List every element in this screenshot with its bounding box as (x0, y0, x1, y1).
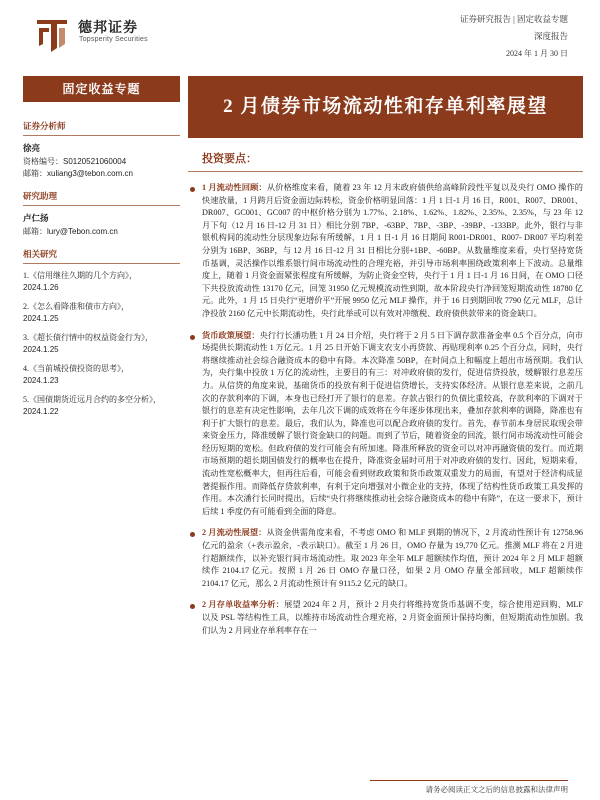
assistant-name: 卢仁扬 (23, 213, 49, 223)
key-point (188, 330, 583, 519)
assistant-email (23, 226, 180, 238)
sidebar (23, 120, 180, 425)
key-point (188, 182, 583, 321)
report-subtype: 深度报告 (533, 31, 568, 41)
related-item[interactable]: 5.《国债期货近远月合约的多空分析》， 2024.1.22 (23, 395, 161, 416)
key-point-lead: 2 月流动性展望： (202, 528, 267, 538)
assistant-email-label: 邮箱： (23, 227, 47, 236)
analyst-name: 徐亮 (23, 143, 41, 153)
key-points-list (188, 182, 583, 637)
bullet-icon (190, 335, 195, 340)
related-item[interactable]: 2.《怎么看降准和债市方向》， 2024.1.25 (23, 302, 129, 323)
bullet-icon (190, 532, 195, 537)
related-list (23, 270, 180, 418)
key-point-lead: 2 月存单收益率分析： (202, 600, 285, 610)
key-points-heading: 投资要点： (188, 144, 583, 172)
related-item[interactable]: 4.《当前城投债投资的思考》， 2024.1.23 (23, 364, 129, 385)
report-date: 2024 年 1 月 30 日 (506, 49, 568, 58)
company-name-en: Topsperity Securities (79, 36, 148, 43)
key-point-text: 从资金供需角度来看，不考虑 OMO 和 MLF 到期的情况下，2 月流动性预计有 12758.96 亿元的盈余（+表示盈余，-表示缺口）。截至 1 月 26 日，OMO 存量为 19,770 亿元。推测 MLF 将在 2 月进行超额续作，以补充银行间市场流动性。取 2023 年全年 MLF 超额续作均值，预计 2024 年 2 月 MLF 超额续作 2104.17 亿元。按照 1 月 26 日 OMO 存量口径，如果 2 月 OMO 存量全部回收，MLF 超额续作 2104.17 亿元，那么 2 月流动性预计有 9115.2 亿元的缺口。 (202, 528, 583, 588)
main-content (188, 140, 583, 646)
key-point-lead: 货币政策展望： (202, 330, 260, 340)
footer-divider (370, 780, 568, 781)
analyst-email-link[interactable]: xuliang3@tebon.com.cn (47, 169, 133, 178)
related-section-label: 相关研究 (23, 248, 180, 264)
analyst-cert (23, 156, 180, 168)
key-point-text: 央行行长潘功胜 1 月 24 日介绍，央行将于 2 月 5 日下调存款准备金率 0.5 个百分点，向市场提供长期流动性 1 万亿元。1 月 25 日开始下调支农支小再贷款、再贴现利率 0.25 个百分点，同时，央行将继续推动社会综合融资成本的稳中有降。本次降准 50BP，在时间点上和幅度上超出市场预期。我们认为，央行集中投放 1 万亿的流动性，主要目的有三：对冲政府债的发行，促进信贷投放，缓解银行息差压力。从信贷的角度来说，基础货币的投放有利于促进信贷增长，支持实体经济。从银行息差来说，之前几次的存款利率的下调，本身也已经打开了银行的息差。存款占银行的负债比重较高，存款利率的下调对于银行的息差有决定性影响，去年几次下调的成效将在今年逐步体现出来，叠加存款利率的调降，降准也有利于扩大银行的息差。最后，我们认为，降准也可以配合政府债的发行。首先，春节前本身居民取现会带来资金压力，降准缓解了银行资金缺口的问题。而到了节后，随着资金的回流，银行间市场流动性可能会经历短期的宽松。但政府债的发行可能会有所加速。降准所释放的资金可以对冲再融资债的发行。而近期市场预期的超长期国债发行的概率也在提升，降准资金届时可用于对冲政府债的发行。因此，短期来看，流动性宽松概率大，但再往后看，可能会看到财政政策和货币政策双重发力的局面，有望对于经济构成显著提振作用。而降低存贷款利率，有利于定向增强对小微企业的支持，体现了结构性货币政策工具发挥的作用。本次潘行长同时提出，后续“央行将继续推动社会综合融资成本的稳中有降”，在这一要求下，预计后续 1 季度仍有可能看到全面的降息。 (202, 330, 583, 516)
category-banner (23, 76, 180, 102)
report-title: 2 月债券市场流动性和存单利率展望 (223, 96, 548, 117)
key-point (188, 527, 583, 590)
footer-disclaimer: 请务必阅读正文之后的信息披露和法律声明 (425, 785, 568, 794)
company-logo-icon (33, 14, 71, 54)
analyst-section-label: 证券分析师 (23, 120, 180, 136)
title-banner (188, 76, 583, 138)
key-point (188, 599, 583, 637)
key-point-lead: 1 月流动性回顾： (202, 183, 267, 192)
report-header (0, 0, 600, 68)
company-name: 德邦证券 (78, 19, 138, 35)
bullet-icon (190, 604, 195, 609)
assistant-section-label: 研究助理 (23, 190, 180, 206)
analyst-cert-label: 资格编号： (23, 157, 63, 166)
related-item[interactable]: 3.《超长债行情中的权益资金行为》， 2024.1.25 (23, 333, 153, 354)
category-label: 固定收益专题 (62, 82, 141, 96)
analyst-email-label: 邮箱： (23, 169, 47, 178)
bullet-icon (190, 187, 195, 192)
assistant-email-link[interactable]: lury@Tebon.com.cn (47, 227, 118, 236)
report-type: 证券研究报告 | 固定收益专题 (460, 14, 568, 24)
key-point-text: 从价格维度来看，随着 23 年 12 月末政府债供给高峰阶段性平复以及央行 OMO 操作的快速放量，1 月跨月后资金面边际转松，资金价格明显回落：1 月 1 日-1 月 16 日，R001、R007、DR001、DR007、GC001、GC007 的中枢价格分别为 1.77%、2.18%、1.62%、1.82%、2.35%、2.35%，与 23 年 12 月下旬（12 月 16 日-12 月 31 日）相比分别 7BP、-63BP、7BP、-3BP、-39BP、-133BP。此外，银行与非银机构间的流动性分层现象边际有所缓解，1 月 1 日-1 月 16 日期间 R001-DR001、R007- DR007 平均利差分别为 16BP、36BP，与 12 月 16 日-12 月 31 日相比分别+1BP、-60BP。从数量维度来看，央行坚持宽货币基调，灵活操作以维系银行间市场流动性的合理充裕，并引导市场利率围绕政策利率上下波动。总量维度上，随着 1 月资金面紧张程度有所缓解，为防止资金空转，央行于 1 月 1 日-1 月 16 日间，在 OMO 口径下共投放流动性 13170 亿元，回笼 31950 亿元规模流动性到期，故本阶段央行净回笼短期流动性 18780 亿元。此外，1 月 15 日央行“更增价平”开展 9950 亿元 MLF 操作，并于 16 日到期回收 7790 亿元 MLF，总计净投放 2160 亿元中长期流动性，央行此举或可以有效对冲缴税、政府债供款带来的资金缺口。 (202, 183, 583, 318)
analyst-email (23, 168, 180, 180)
related-item[interactable]: 1.《信用继往久期的几个方向》， 2024.1.26 (23, 271, 137, 292)
key-point-text: 展望 2024 年 2 月，预计 2 月央行将维持宽货币基调不变，综合使用逆回购、MLF 以及 PSL 等结构性工具，以维持市场流动性合理充裕，2 月资金面预计保持均衡，但短期流动性加剧。我们认为 2 月同业存单利率存在一 (202, 600, 583, 635)
analyst-cert-value: S0120521060004 (63, 157, 127, 166)
